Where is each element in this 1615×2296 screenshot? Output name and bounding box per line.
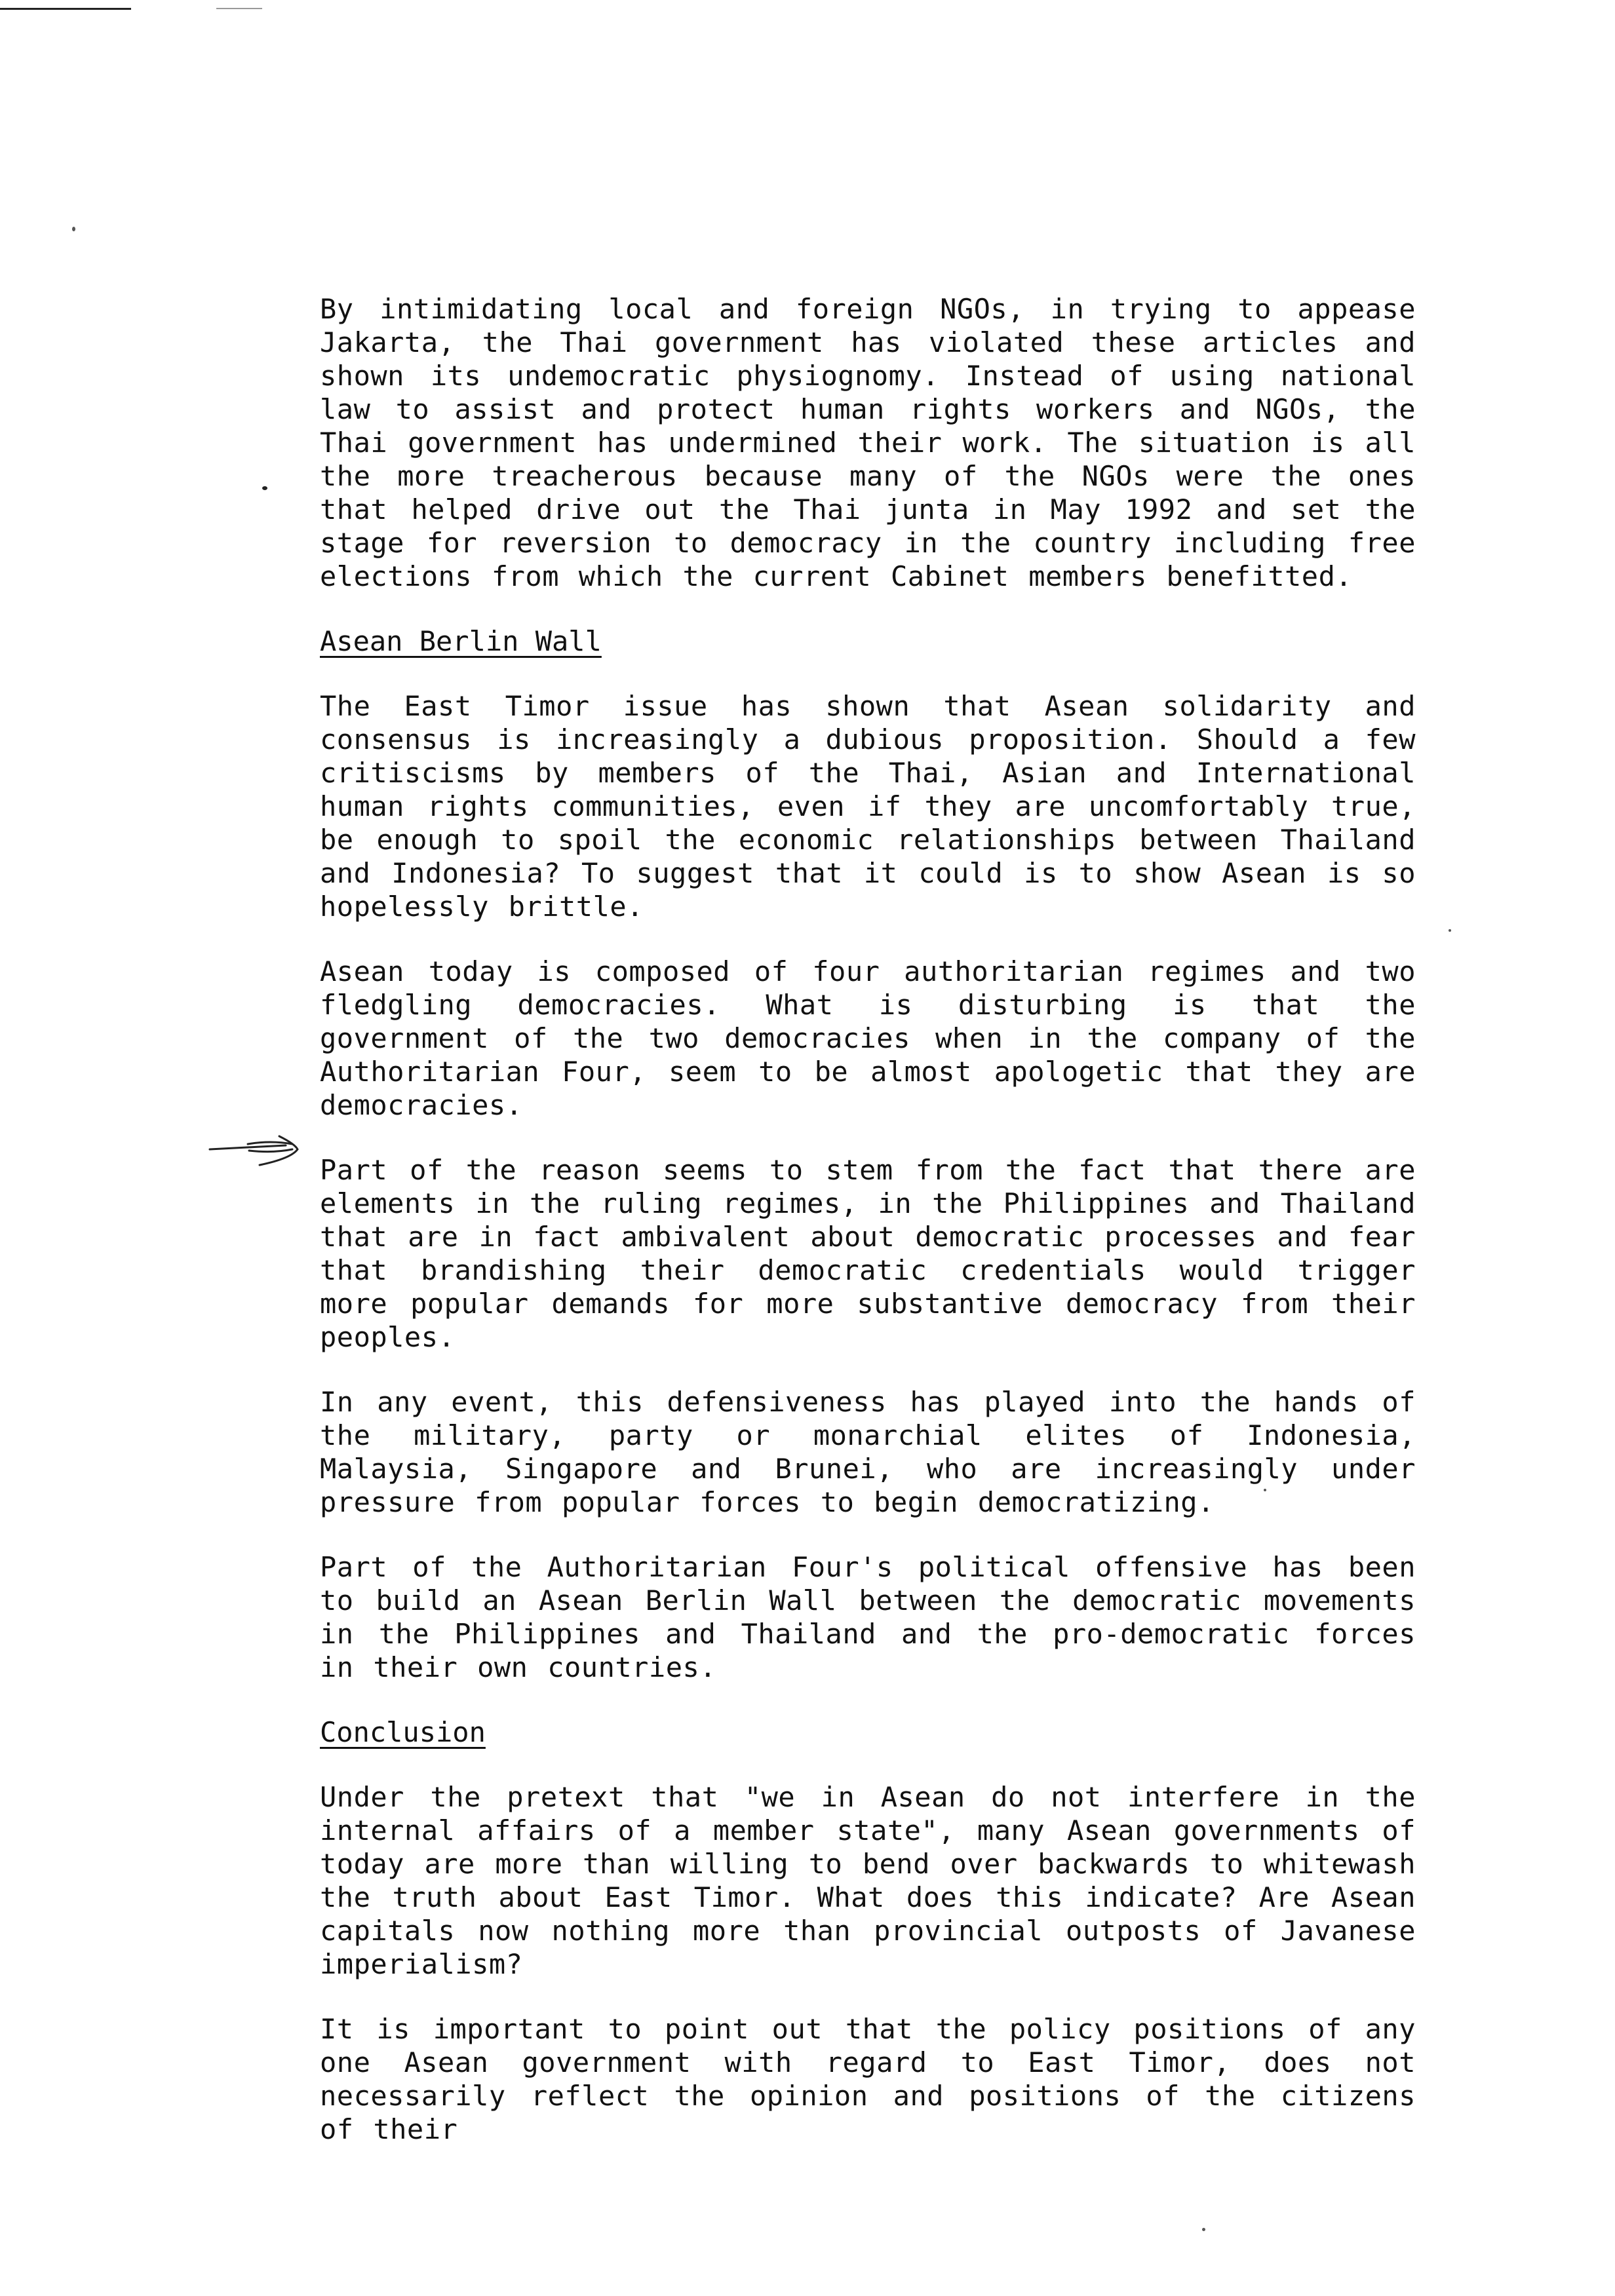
- section-heading-conclusion: Conclusion: [320, 1716, 486, 1748]
- paragraph: The East Timor issue has shown that Asean solidarity and consensus is increasingly a dubious proposition. Should a few critiscisms by members of the Thai, Asian and International human rights communities, even if they are uncomfortably true, be enough to spoil the economic relationships between Thailand and Indonesia? To suggest that it could is to show Asean is so hopelessly brittle.: [320, 690, 1416, 923]
- scan-speck: [1202, 2228, 1205, 2231]
- paragraph: Part of the reason seems to stem from the fact that there are elements in the ruling regimes, in the Philippines and Thailand that are in fact ambivalent about democratic processes and fear that brandishing their democratic credentials would trigger more popular demands for more substantive democracy from their peoples.: [320, 1154, 1416, 1353]
- scan-speck: [72, 227, 75, 231]
- section-heading-asean-berlin-wall: Asean Berlin Wall: [320, 625, 602, 657]
- paragraph: Part of the Authoritarian Four's political offensive has been to build an Asean Berlin Wall between the democratic movements in the Philippines and Thailand and the pro-democratic forces in their own countries.: [320, 1551, 1416, 1683]
- paragraph: Asean today is composed of four authoritarian regimes and two fledgling democracies. What is disturbing is that the government of the two democracies when in the company of the Authoritarian Four, seem to be almost apologetic that they are democracies.: [320, 955, 1416, 1121]
- paragraph: Under the pretext that "we in Asean do not interfere in the internal affairs of a member state", many Asean governments of today are more than willing to bend over backwards to whitewash the truth about East Timor. What does this indicate? Are Asean capitals now nothing more than provincial outposts of Javanese imperialism?: [320, 1781, 1416, 1980]
- scan-edge-mark: [0, 8, 131, 10]
- paragraph: By intimidating local and foreign NGOs, in trying to appease Jakarta, the Thai government has violated these articles and shown its undemocratic physiognomy. Instead of using national law to assist and protect human rights workers and NGOs, the Thai government has undermined their work. The situation is all the more treacherous because many of the NGOs were the ones that helped drive out the Thai junta in May 1992 and set the stage for reversion to democracy in the country including free elections from which the current Cabinet members benefitted.: [320, 293, 1416, 592]
- hand-drawn-arrow-icon: [208, 1124, 307, 1177]
- document-body: [320, 292, 1416, 2146]
- scan-speck: [262, 486, 267, 490]
- paragraph: In any event, this defensiveness has played into the hands of the military, party or monarchial elites of Indonesia, Malaysia, Singapore and Brunei, who are increasingly under pressure from popular forces to begin democratizing.: [320, 1386, 1416, 1518]
- paragraph: It is important to point out that the policy positions of any one Asean government with regard to East Timor, does not necessarily reflect the opinion and positions of the citizens of their: [320, 2013, 1416, 2145]
- scan-edge-mark: [216, 8, 262, 9]
- scan-speck: [1449, 929, 1451, 932]
